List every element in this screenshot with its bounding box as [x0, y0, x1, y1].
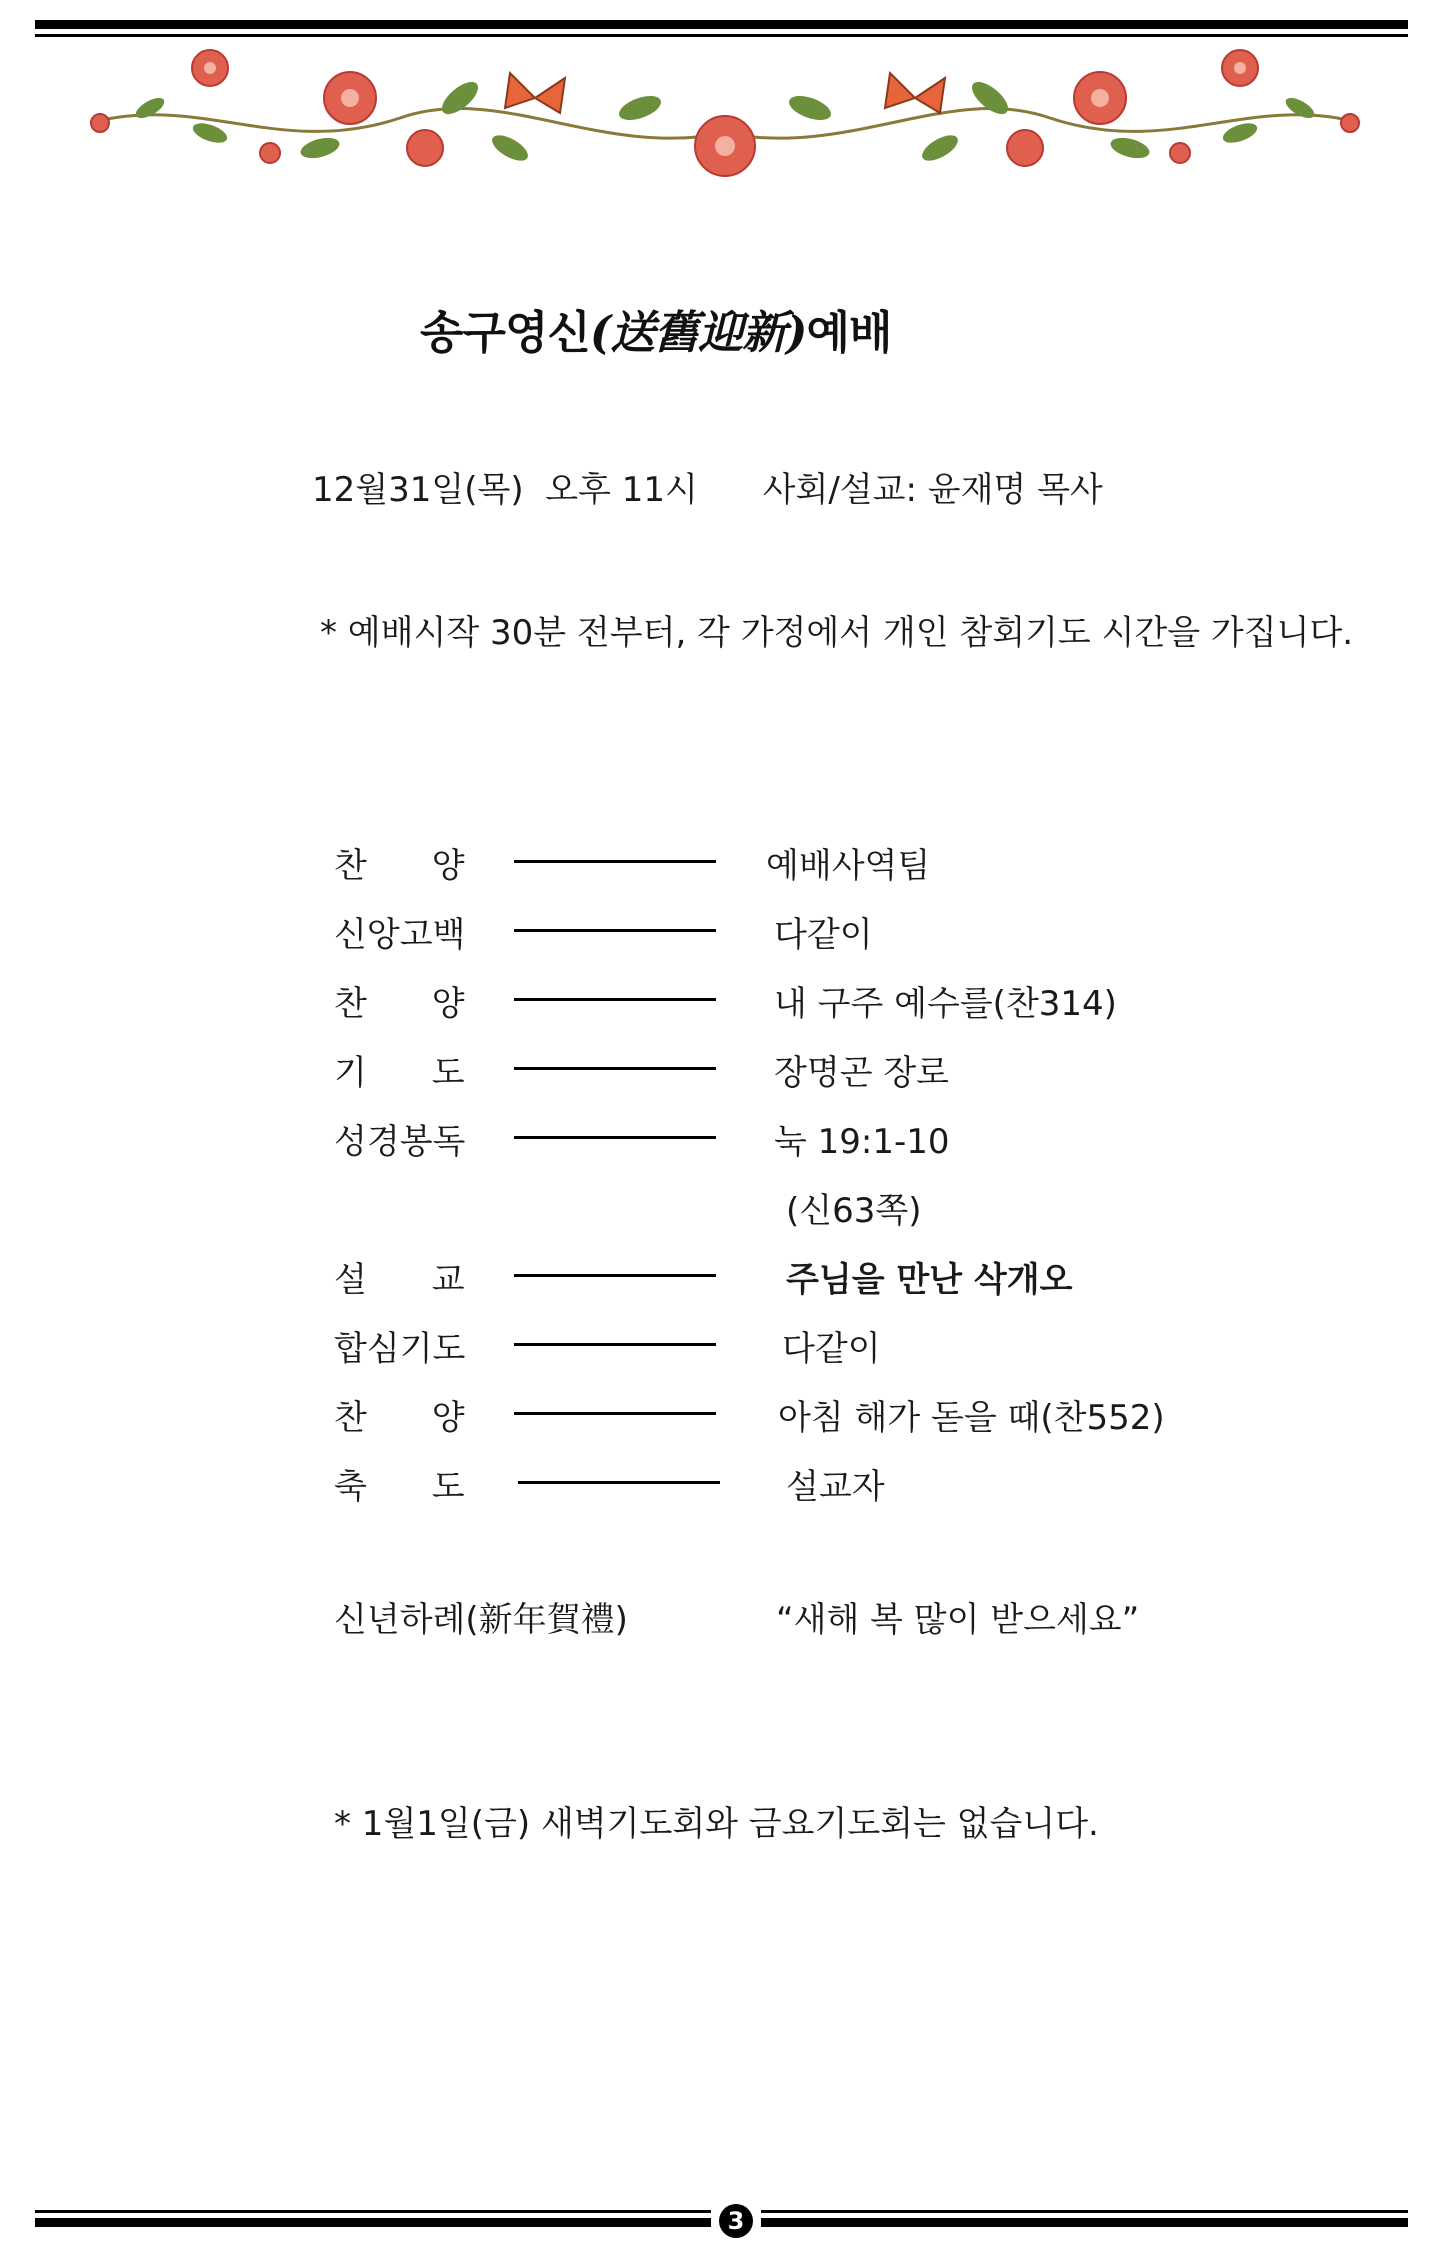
sermon-title: 주님을 만난 삭개오: [786, 1260, 1073, 1300]
closing-note: * 1월1일(금) 새벽기도회와 금요기도회는 없습니다.: [334, 1804, 1099, 1844]
order-label: 찬 양: [334, 846, 465, 886]
order-label: 축 도: [334, 1467, 465, 1507]
title-korean-start: 송구영신: [420, 306, 590, 359]
order-label: 합심기도: [334, 1329, 466, 1369]
order-value: 장명곤 장로: [774, 1053, 950, 1093]
order-row: [334, 1240, 1234, 1309]
top-rule-thick: [35, 20, 1408, 29]
order-label: 성경봉독: [334, 1122, 466, 1162]
order-row: [334, 1033, 1234, 1102]
order-value: 내 구주 예수를(찬314): [774, 984, 1117, 1024]
order-row: [334, 1378, 1234, 1447]
order-value: 설교자: [786, 1467, 885, 1507]
order-row: [334, 1309, 1234, 1378]
order-divider: [514, 1136, 716, 1139]
order-row: [334, 826, 1234, 895]
order-row: [334, 1102, 1234, 1171]
order-label: 찬 양: [334, 1398, 465, 1438]
top-rule-thin: [35, 34, 1408, 37]
order-label: 기 도: [334, 1053, 465, 1093]
order-value: 다같이: [774, 915, 873, 955]
service-info: 12월31일(목) 오후 11시 사회/설교: 윤재명 목사: [312, 470, 1103, 510]
order-row: [334, 964, 1234, 1033]
order-row: [334, 1171, 1234, 1240]
order-value: 아침 해가 돋을 때(찬552): [778, 1398, 1165, 1438]
order-label: 찬 양: [334, 984, 465, 1024]
new-year-greeting-value: “새해 복 많이 받으세요”: [776, 1600, 1140, 1640]
floral-vine-decoration: [80, 38, 1370, 198]
order-label: 설 교: [334, 1260, 465, 1300]
bottom-rule-thick-left: [35, 2218, 711, 2227]
title-korean-end: 예배: [806, 306, 892, 359]
bottom-rule-thin-left: [35, 2210, 711, 2213]
bottom-rule-thick-right: [761, 2218, 1408, 2227]
order-value: (신63쪽): [786, 1191, 922, 1231]
order-divider: [514, 1067, 716, 1070]
order-value: 눅 19:1-10: [774, 1122, 950, 1162]
page-number: 3: [719, 2204, 753, 2238]
order-value: 다같이: [782, 1329, 881, 1369]
page-title: [420, 296, 891, 361]
order-value: 예배사역팀: [766, 846, 931, 886]
order-divider: [518, 1481, 720, 1484]
order-divider: [514, 998, 716, 1001]
order-divider: [514, 1412, 716, 1415]
prep-note: * 예배시작 30분 전부터, 각 가정에서 개인 참회기도 시간을 가집니다.: [320, 613, 1354, 653]
order-row: [334, 895, 1234, 964]
order-of-worship: [334, 826, 1234, 1516]
new-year-greeting-label: 신년하례(新年賀禮): [334, 1600, 628, 1640]
title-hanja: (送舊迎新): [589, 306, 807, 359]
bottom-rule-thin-right: [761, 2210, 1408, 2213]
order-divider: [514, 1343, 716, 1346]
order-row: [334, 1447, 1234, 1516]
order-divider: [514, 929, 716, 932]
order-label: 신앙고백: [334, 915, 466, 955]
order-divider: [514, 860, 716, 863]
order-divider: [514, 1274, 716, 1277]
